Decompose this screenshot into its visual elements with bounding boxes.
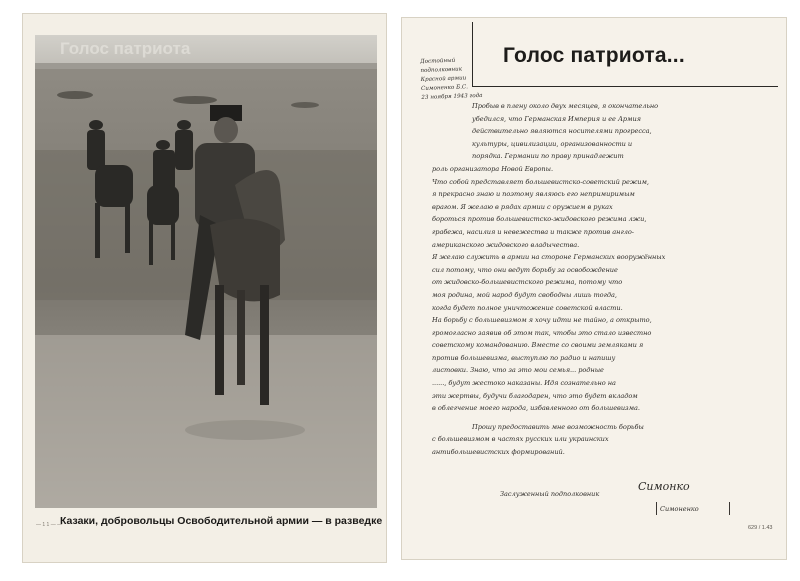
author-note-line: 23 ноября 1943 года [421, 92, 483, 101]
letter-line: роль организатора Новой Европы. [432, 164, 553, 173]
letter-line: советскому командованию. Вместе со своими земляками я [432, 341, 644, 350]
author-note-line: подполковник [420, 66, 463, 74]
photo-watermark: Голос патриота [60, 39, 191, 58]
page-title: Голос патриота... [503, 44, 685, 67]
author-note-line: Достойный [420, 57, 456, 65]
letter-line: порядка. Германии по праву принадлежит [472, 152, 624, 161]
letter-line: Что собой представляет большевистско-советский режим, [432, 177, 649, 186]
letter-line: Я желаю служить в армии на стороне Германских вооружённых [432, 253, 666, 262]
title-box [472, 22, 778, 87]
letter-line: от жидовско-большевистского режима, потому что [432, 278, 623, 287]
letter-line: ......, будут жестоко наказаны. Идя сознательно на [432, 379, 616, 388]
letter-line: сил потому, что они ведут борьбу за освобождение [432, 265, 618, 274]
letter-line: убедился, что Германская Империя и ее Армия [472, 114, 641, 123]
author-note-line: Красной армии [420, 75, 467, 83]
letter-line: Пробыв в плену около двух месяцев, я окончательно [472, 102, 659, 110]
letter-line: бороться против большевистско-жидовского режима лжи, [432, 215, 647, 224]
photo-image [35, 35, 377, 508]
photo-caption: Казаки, добровольцы Освободительной армии — в разведке [60, 515, 383, 527]
letter-line: На борьбу с большевизмом я хочу идти не тайно, а открыто, [432, 316, 652, 325]
letter-line: когда будет полное уничтожение советской власти. [432, 303, 623, 312]
right-page-code: 629 / 1.43 [748, 525, 773, 531]
letter-line: врагом. Я желаю в рядах армии с оружием в руках [432, 202, 613, 211]
letter-line: в облегчение моего народа, избавленного от большевизма. [432, 404, 640, 413]
letter-line: грабежа, насилия и невежества и также против англо- [432, 227, 634, 236]
letter-line: Прошу предоставить мне возможность борьбы [472, 422, 644, 431]
handwritten-letter [432, 100, 736, 500]
signature: Симонко [638, 480, 690, 493]
letter-line: с большевизмом в частях русских или украинских [432, 435, 609, 444]
letter-line: действительно являются носителями прогресса, [472, 127, 652, 136]
letter-line: громогласно заявив об этом так, чтобы это стало известно [432, 328, 652, 337]
letter-line: американского жидовского владычества. [432, 240, 580, 249]
cossack-photo [35, 35, 377, 508]
signature-label: Заслуженный подполковник [500, 490, 600, 498]
letter-line: листовки. Знаю, что за это мои семья... родные [432, 366, 604, 375]
letter-line: эти жертвы, будучи благодарен, что это будет вкладом [432, 391, 638, 400]
letter-line: против большевизма, выступлю по радио и напишу [432, 353, 616, 362]
letter-line: моя родина, мой народ будут свободны лишь тогда, [432, 290, 617, 299]
letter-line: я прекрасно знаю и поэтому являюсь его непримиримым [432, 190, 635, 199]
left-page-code: — 1 1 — — [36, 522, 63, 528]
letter-line: культуры, цивилизации, организованности и [472, 139, 633, 148]
author-note [420, 55, 502, 103]
signature-block [500, 480, 740, 520]
author-note-line: Симоненко Б.С. [420, 84, 469, 92]
signature-name: Симоненко [660, 505, 699, 513]
letter-line: антибольшевистских формирований. [432, 448, 565, 457]
